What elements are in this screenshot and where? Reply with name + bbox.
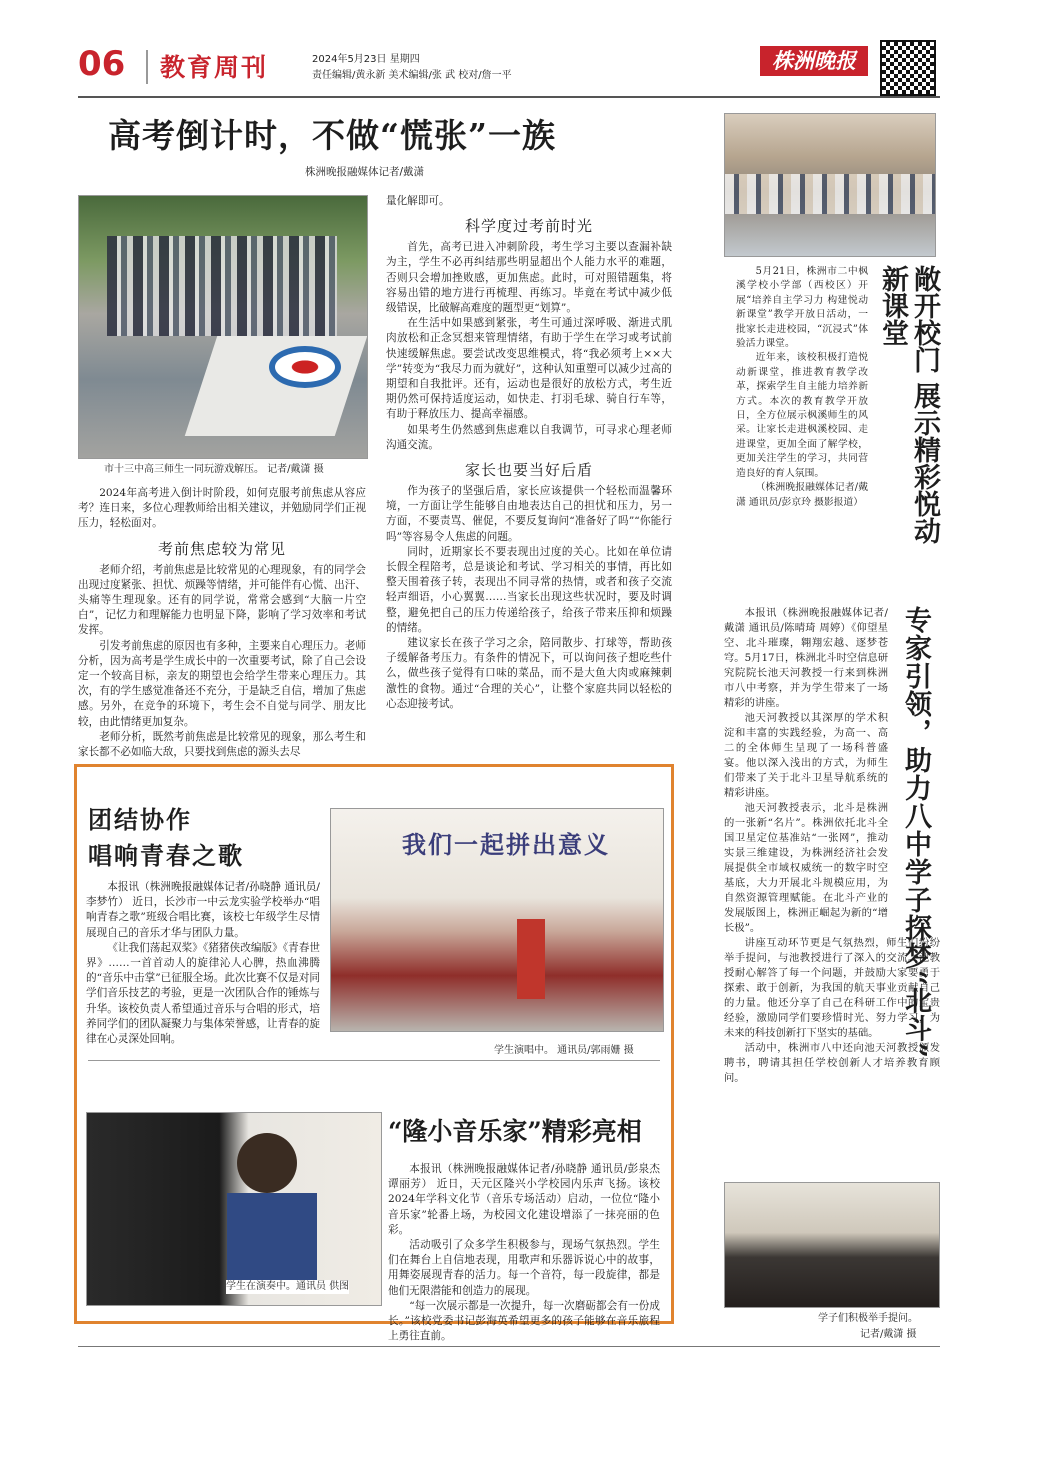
header-rule — [78, 96, 940, 98]
main-title: 高考倒计时，不做“慌张”一族 — [108, 116, 556, 155]
paragraph: 引发考前焦虑的原因也有多种，主要来自心理压力。老师分析，因为高考是学生成长中的一次重要考试，除了自己会设定一个较高目标，亲友的期望也会给学生带来心理压力。其次，有的学生感觉准备还不充分，于是缺乏自信，增加了焦虑感。另外，在竞争的环境下，考生会不自觉与同学、朋友比较，由此情绪更加复杂。 — [78, 639, 366, 728]
paragraph: 《让我们荡起双桨》《猪猪侠改编版》《青春世界》……一首首动人的旋律沁人心脾，热血沸腾的“音乐中击掌”已征服全场。此次比赛不仅是对同学们音乐技艺的考验，更是一次团队合作的锤炼与升华。该校负责人希望通过音乐与合唱的形式，培养同学们的团队凝聚力与集体荣誉感，让青春的旋律在心灵深处回响。 — [86, 941, 320, 1046]
issue-date: 2024年5月23日 星期四 — [312, 54, 420, 65]
choir-banner: 我们一起拼出意义 — [402, 830, 610, 859]
paragraph: 本报讯（株洲晚报融媒体记者/孙晓静 通讯员/彭泉杰 谭丽芳） 近日，天元区隆兴小学校园内乐声飞扬。该校2024年学科文化节（音乐专场活动）启动，一位位“隆小音乐家”轮番上场，为校园文化建设增添了一抹亮丽的色彩。 — [388, 1163, 660, 1236]
school-open-title: 敞开校门 展示精彩悦动新课堂 — [877, 265, 940, 545]
paragraph: 量化解即可。 — [386, 195, 450, 207]
classroom-photo — [724, 113, 936, 257]
lecture-photo — [724, 1182, 940, 1308]
lecture-credit: 记者/戴潇 摄 — [860, 1329, 917, 1340]
page-number: 06 — [78, 44, 126, 84]
credit-line: （株洲晚报融媒体记者/戴潇 通讯员/彭京玲 摄影报道） — [736, 482, 868, 508]
paragraph: 池天河教授以其深厚的学术积淀和丰富的实践经验，为高一、高二的全体师生呈现了一场科普盛宴。他以深入浅出的方式，为师生们带来了关于北斗卫星导航系统的精彩讲座。 — [724, 712, 888, 799]
subheading-parents: 家长也要当好后盾 — [464, 461, 593, 480]
header-divider — [146, 50, 148, 84]
paragraph: 在生活中如果感到紧张，考生可通过深呼吸、渐进式肌肉放松和正念冥想来管理情绪，有助于学生在学习或考试前快速缓解焦虑。要尝试改变思维模式，将“我必须考上××大学”转变为“我尽力而为就好”，这种认知重塑可以减少过高的期望和自我批评。还有，运动也是很好的放松方式，考生近期仍然可保持适度运动，如快走、打羽毛球、骑自行车等，有助于释放压力、提高幸福感。 — [386, 317, 672, 421]
paragraph: 本报讯（株洲晚报融媒体记者/孙晓静 通讯员/李梦竹） 近日，长沙市一中云龙实验学校举办“唱响青春之歌”班级合唱比赛，该校七年级学生尽情展现自己的音乐才华与团队力量。 — [86, 881, 320, 939]
paragraph: 本报讯（株洲晚报融媒体记者/戴潇 通讯员/陈晴琦 周婷）《仰望星空、北斗璀璨，翱翔宏越、逐梦苍穹。5月17日，株洲北斗时空信息研究院院长池天河教授一行来到株洲市八中考察，并为学生带来了一场精彩的讲座。 — [724, 607, 888, 709]
right-bottom-body — [724, 606, 940, 1086]
curling-photo-caption: 市十三中高三师生一同玩游戏解压。 记者/戴潇 摄 — [104, 464, 324, 475]
box-inner-divider — [88, 1060, 660, 1061]
choir-photo-caption: 学生演唱中。 通讯员/郭雨姗 摄 — [494, 1045, 634, 1056]
paragraph: 活动中，株洲市八中还向池天河教授颁发聘书，聘请其担任学校创新人才培养教育顾问。 — [724, 1042, 940, 1084]
paragraph: 讲座互动环节更是气氛热烈，师生们纷纷举手提问，与池教授进行了深入的交流。池教授耐心解答了每一个问题，并鼓励大家要勇于探索、敢于创新，为我国的航天事业贡献自己的力量。他还分享了自己在科研工作中的宝贵经验，激励同学们要珍惜时光、努力学习，为未来的科技创新打下坚实的基础。 — [724, 937, 940, 1039]
paragraph: 首先，高考已进入冲刺阶段，考生学习主要以查漏补缺为主，学生不必再纠结那些明显超出个人能力水平的难题，否则只会增加挫败感，更加焦虑。此时，可对照错题集，将容易出错的地方进行再梳理、再练习。毕竟在考试中减少低级错误，比破解高难度的题型更“划算”。 — [386, 241, 672, 315]
piano-photo — [86, 1112, 382, 1306]
paragraph: 同时，近期家长不要表现出过度的关心。比如在单位请长假全程陪考，总是谈论和考试、学习相关的事情，再比如整天围着孩子转，表现出不同寻常的热情，或者和孩子交流轻声细语，小心翼翼……当家长出现这些状况时，要及时调整，避免把自己的压力传递给孩子，给孩子带来压抑和烦躁的情绪。 — [386, 545, 672, 634]
paragraph: 近年来，该校积极打造悦动新课堂，推进教育教学改革，探索学生自主能力培养新方式。本次的教育教学开放日，全方位展示枫溪师生的风采。让家长走进枫溪校园、走进课堂，更加全面了解学校，更加关注学生的学习，共同营造良好的育人氛围。 — [736, 352, 868, 479]
paragraph: 建议家长在孩子学习之余，陪同散步、打球等，帮助孩子缓解备考压力。有条件的情况下，可以询问孩子想吃些什么，做些孩子觉得有口味的菜品，而不是大鱼大肉或麻辣刺激性的食物。通过“合理的关心”，让整个家庭共同以轻松的心态迎接考试。 — [386, 637, 672, 710]
right-top-body — [736, 265, 868, 510]
beidou-title: 专家引领，助力八中学子探梦“北斗” — [900, 606, 931, 1060]
footer-rule — [78, 1346, 940, 1347]
paragraph: 池天河教授表示，北斗是株洲的一张新“名片”。株洲依托北斗全国卫星定位基准站“一张网”，推动实景三维建设，为株洲经济社会发展提供全市域权威统一的数字时空基底，大力开展北斗规模应用，为自然资源管理赋能。在北斗产业的发展版图上，株洲正崛起为新的“增长极”。 — [724, 802, 888, 934]
main-col2 — [386, 194, 672, 712]
paragraph: 如果考生仍然感到焦虑难以自我调节，可寻求心理老师沟通交流。 — [386, 423, 672, 451]
choir-title-1: 团结协作 — [88, 805, 192, 834]
section-title: 教育周刊 — [160, 53, 269, 82]
curling-game-photo — [78, 195, 368, 459]
piano-photo-caption: 学生在演奏中。通讯员 供图 — [226, 1281, 350, 1292]
subheading-anxiety: 考前焦虑较为常见 — [157, 539, 286, 558]
paragraph: 老师分析，既然考前焦虑是比较常见的现象，那么考生和家长都不必如临大敌，只要找到焦虑的源头去尽 — [78, 730, 366, 759]
intro-paragraph: 2024年高考进入倒计时阶段，如何克服考前焦虑从容应考？连日来，多位心理教师给出相关建议，并勉励同学们正视压力，轻松面对。 — [78, 487, 366, 530]
paragraph: 老师介绍，考前焦虑是比较常见的心理现象，有的同学会出现过度紧张、担忧、烦躁等情绪，并可能伴有心慌、出汗、头痛等生理现象。还有的同学说，常常会感到“大脑一片空白”，记忆力和理解能力也明显下降，影响了学习效率和考试发挥。 — [78, 563, 366, 637]
choir-body — [86, 880, 320, 1047]
paragraph: 活动吸引了众多学生积极参与，现场气氛热烈。学生们在舞台上自信地表现，用歌声和乐器诉说心中的故事，用舞姿展现青春的活力。每一个音符，每一段旋律，都是他们无限潜能和创造力的展现。 — [388, 1239, 660, 1297]
main-col1 — [78, 486, 366, 760]
subheading-science: 科学度过考前时光 — [464, 217, 593, 236]
paragraph: “每一次展示都是一次提升，每一次磨砺都会有一份成长。”该校党委书记彭海英希望更多的孩子能够在音乐旅程上勇往直前。 — [388, 1299, 660, 1343]
lecture-caption: 学子们积极举手提问。 — [818, 1313, 918, 1324]
choir-photo — [330, 808, 664, 1032]
music-title: “隆小音乐家”精彩亮相 — [388, 1117, 642, 1146]
paragraph: 作为孩子的坚强后盾，家长应该提供一个轻松而温馨环境，一方面让学生能够自由地表达自己的担忧和压力，另一方面，不要责骂、催促，不要反复询问“准备好了吗”“你能行吗”等容易令人焦虑的问题。 — [386, 485, 672, 543]
editors-line: 责任编辑/黄永新 美术编辑/张 武 校对/詹一平 — [312, 70, 512, 81]
qr-code — [880, 40, 936, 96]
choir-title-2: 唱响青春之歌 — [88, 841, 244, 870]
main-byline: 株洲晚报融媒体记者/戴潇 — [305, 166, 425, 178]
masthead-logo: 株洲晚报 — [760, 46, 868, 76]
music-body — [388, 1162, 660, 1344]
paragraph: 5月21日，株洲市二中枫溪学校小学部（西校区）开展“培养自主学习力 构建悦动新课堂”教学开放日活动，一批家长走进校园，“沉浸式”体验活力课堂。 — [736, 266, 868, 350]
